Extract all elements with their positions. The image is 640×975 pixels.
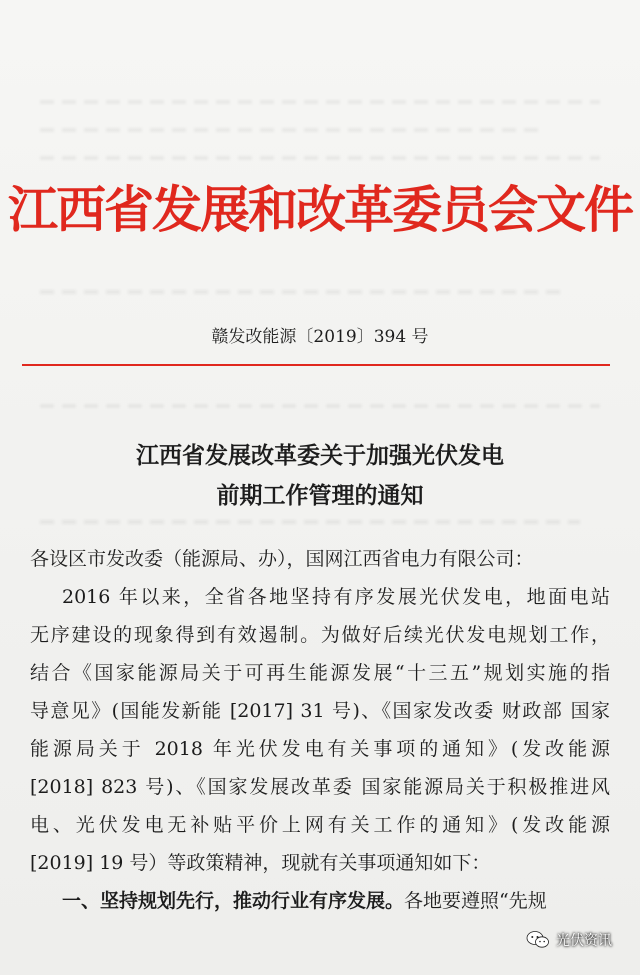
notice-title-line-1: 江西省发展改革委关于加强光伏发电: [136, 443, 504, 469]
paragraph-line: 电、光伏发电无补贴平价上网有关工作的通知》(发改能源: [30, 814, 610, 836]
section-1-line: [62, 886, 610, 916]
bleed-through-mark: [40, 128, 540, 132]
watermark: [526, 930, 612, 950]
red-divider: [22, 364, 610, 366]
section-1-text: 各地要遵照“先规: [404, 890, 547, 912]
wechat-icon: [526, 930, 550, 950]
paragraph-line: 导意见》(国能发新能 [2017] 31 号)、《国家发改委 财政部 国家: [30, 700, 610, 722]
bleed-through-mark: [40, 404, 600, 408]
paragraph-line: [2018] 823 号)、《国家发展改革委 国家能源局关于积极推进风: [30, 776, 610, 798]
paragraph-line: 能源局关于 2018 年光伏发电有关事项的通知》(发改能源: [30, 738, 610, 760]
paragraph-line: 无序建设的现象得到有效遏制。为做好后续光伏发电规划工作，: [30, 624, 610, 646]
notice-title-line-2: 前期工作管理的通知: [216, 483, 424, 509]
bleed-through-mark: [40, 156, 600, 160]
salutation: 各设区市发改委（能源局、办），国网江西省电力有限公司：: [30, 548, 534, 570]
document-number: 赣发改能源〔2019〕394 号: [211, 327, 429, 347]
paragraph-line: 结合《国家能源局关于可再生能源发展“十三五”规划实施的指: [30, 662, 610, 684]
bleed-through-mark: [40, 520, 580, 524]
bleed-through-mark: [40, 100, 600, 104]
bleed-through-mark: [40, 290, 560, 294]
paragraph-line: 2016 年以来，全省各地坚持有序发展光伏发电，地面电站: [62, 586, 610, 608]
paragraph-line: [2019] 19 号）等政策精神，现就有关事项通知如下：: [30, 852, 491, 874]
watermark-label: 光伏资讯: [556, 933, 612, 949]
red-header-title: 江西省发展和改革委员会文件: [8, 181, 632, 239]
section-1-heading: 一、坚持规划先行，推动行业有序发展。: [62, 890, 405, 912]
